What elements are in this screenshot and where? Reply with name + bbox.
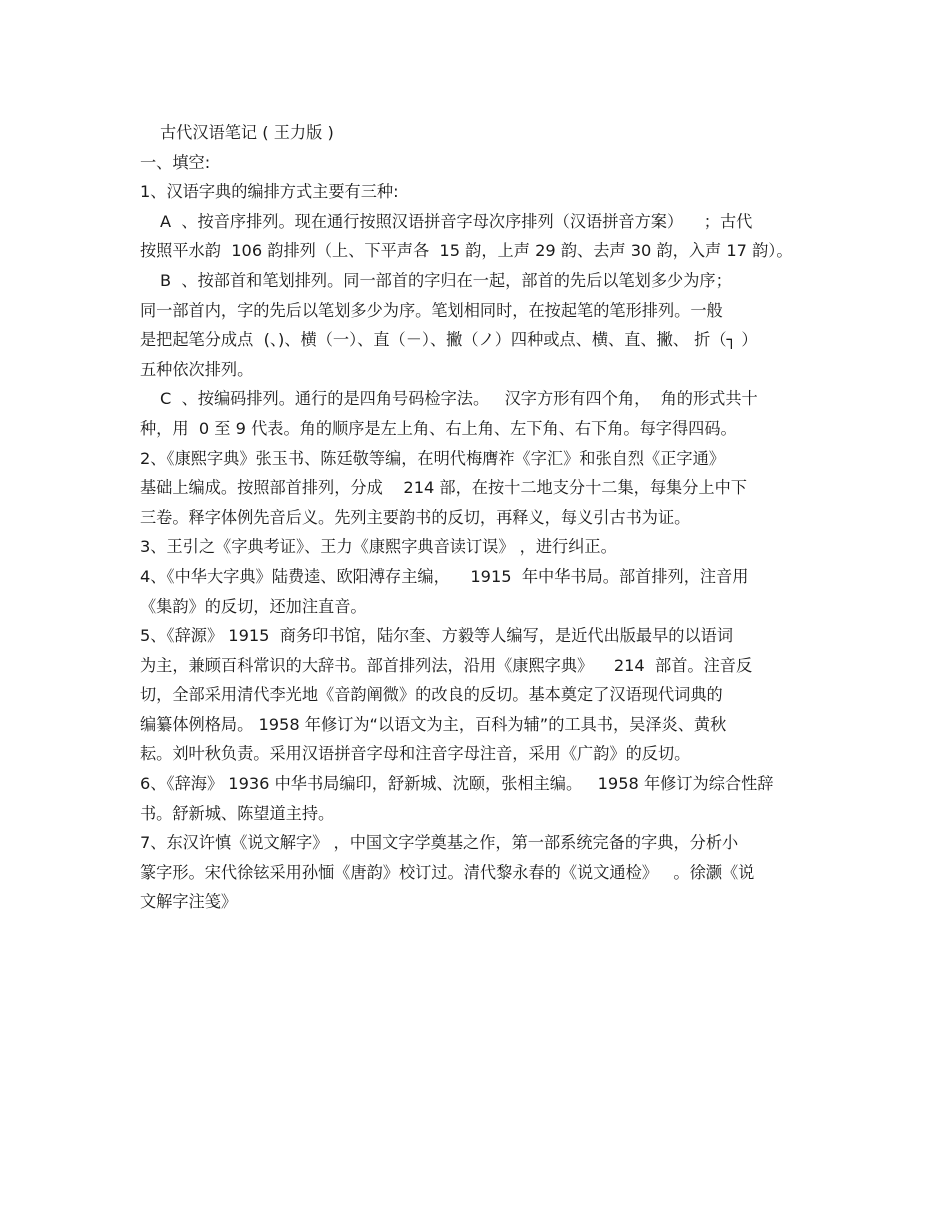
text-line: 4、《中华大字典》陆费逵、欧阳溥存主编， 1915 年中华书局。部首排列，注音用 xyxy=(140,566,749,586)
text-line: 切，全部采用清代李光地《音韵阐微》的改良的反切。基本奠定了汉语现代词典的 xyxy=(140,685,723,705)
document-page xyxy=(140,118,820,917)
text-line: 三卷。释字体例先音后义。先列主要韵书的反切，再释义，每义引古书为证。 xyxy=(140,507,691,527)
text-line: 6、《辞海》 1936 中华书局编印，舒新城、沈颐，张相主编。 1958 年修订为综合性辞 xyxy=(140,774,774,794)
text-line: 7、东汉许慎《说文解字》 ，中国文字学奠基之作，第一部系统完备的字典，分析小 xyxy=(140,833,739,853)
text-line: 文解字注笺》 xyxy=(140,892,238,912)
text-line: B 、按部首和笔划排列。同一部首的字归在一起，部首的先后以笔划多少为序； xyxy=(160,270,732,290)
text-line: A 、按音序排列。现在通行按照汉语拼音字母次序排列（汉语拼音方案） ；古代 xyxy=(160,211,753,231)
text-line: 按照平水韵 106 韵排列（上、下平声各 15 韵，上声 29 韵、去声 30 韵，入声 17 韵）。 xyxy=(140,241,793,261)
text-line: 为主，兼顾百科常识的大辞书。部首排列法，沿用《康熙字典》 214 部首。注音反 xyxy=(140,655,753,675)
text-line: 3、王引之《字典考证》、王力《康熙字典音读订误》 ，进行纠正。 xyxy=(140,537,617,557)
text-line: 同一部首内，字的先后以笔划多少为序。笔划相同时，在按起笔的笔形排列。一般 xyxy=(140,300,723,320)
document-title: 古代汉语笔记 ( 王力版 ) xyxy=(160,123,334,142)
text-line: 基础上编成。按照部首排列，分成 214 部，在按十二地支分十二集，每集分上中下 xyxy=(140,478,747,498)
text-line: 是把起笔分成点 (、)、横（一）、直（－）、撇（ノ）四种或点、横、直、撇、 折（┐ ） xyxy=(140,330,758,350)
text-line: 2、《康熙字典》张玉书、陈廷敬等编，在明代梅膺祚《字汇》和张自烈《正字通》 xyxy=(140,448,725,468)
text-line: 《集韵》的反切，还加注直音。 xyxy=(140,596,367,616)
text-line: 耘。刘叶秋负责。采用汉语拼音字母和注音字母注音，采用《广韵》的反切。 xyxy=(140,744,691,764)
section-heading: 一、填空: xyxy=(140,152,211,172)
text-line: 5、《辞源》 1915 商务印书馆，陆尔奎、方毅等人编写，是近代出版最早的以语词 xyxy=(140,626,734,646)
text-line: C 、按编码排列。通行的是四角号码检字法。 汉字方形有四个角， 角的形式共十 xyxy=(160,389,758,409)
text-line: 编纂体例格局。 1958 年修订为“以语文为主，百科为辅”的工具书，吴泽炎、黄秋 xyxy=(140,714,727,734)
text-line: 五种依次排列。 xyxy=(140,359,254,379)
text-line: 篆字形。宋代徐铉采用孙愐《唐韵》校订过。清代黎永春的《说文通检》 。徐灏《说 xyxy=(140,862,755,882)
text-line: 书。舒新城、陈望道主持。 xyxy=(140,803,335,823)
text-line: 1、汉语字典的编排方式主要有三种: xyxy=(140,182,399,202)
text-line: 种，用 0 至 9 代表。角的顺序是左上角、右上角、左下角、右下角。每字得四码。 xyxy=(140,418,737,438)
